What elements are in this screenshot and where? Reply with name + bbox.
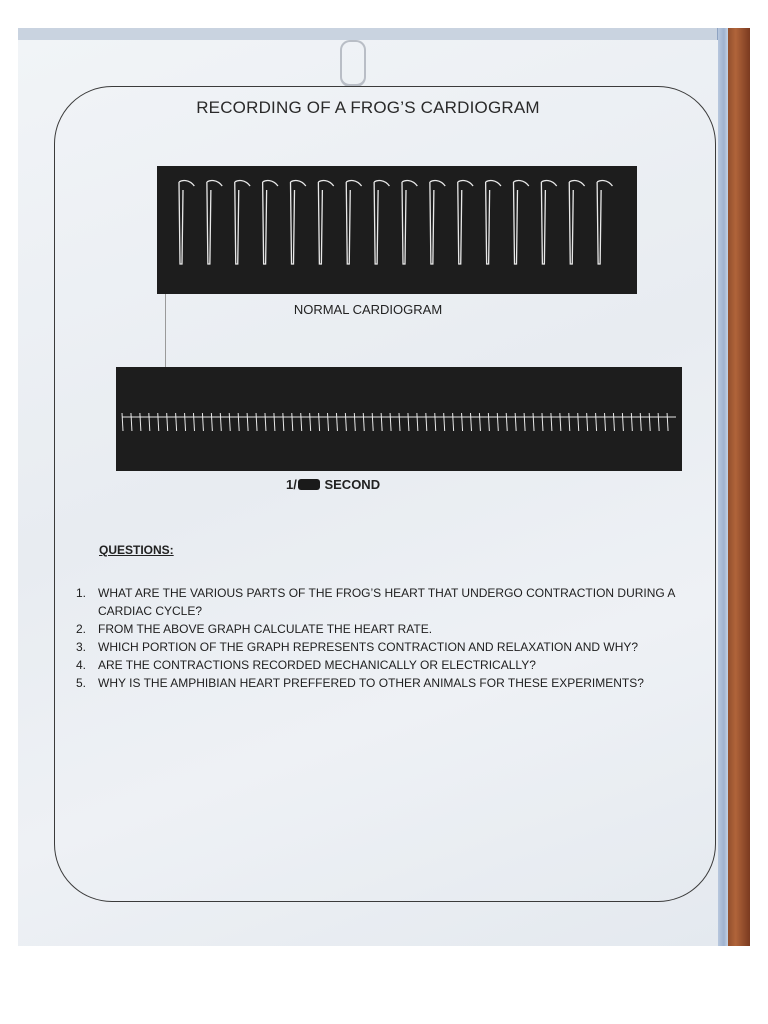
question-item <box>76 674 696 692</box>
questions-list <box>76 584 696 692</box>
timer-tick <box>497 413 498 431</box>
cardiogram-waveform <box>179 181 612 264</box>
timer-tick <box>185 413 186 431</box>
timer-tick <box>122 413 123 431</box>
timer-tick <box>390 413 391 431</box>
timer-tick <box>462 413 463 431</box>
timer-tick <box>176 413 177 431</box>
plastic-sleeve-edge <box>717 28 728 946</box>
timer-tick <box>488 413 489 431</box>
timer-tick <box>399 413 400 431</box>
paper-sheet <box>18 40 718 946</box>
question-text: WHICH PORTION OF THE GRAPH REPRESENTS CONTRACTION AND RELAXATION AND WHY? <box>98 640 639 654</box>
timer-tick <box>506 413 507 431</box>
timer-recording <box>116 367 682 471</box>
question-text: WHY IS THE AMPHIBIAN HEART PREFFERED TO OTHER ANIMALS FOR THESE EXPERIMENTS? <box>98 676 644 690</box>
timer-tick <box>622 413 623 431</box>
timer-tick <box>247 413 248 431</box>
timer-tick <box>310 413 311 431</box>
timer-tick <box>372 413 373 431</box>
timer-tick <box>319 413 320 431</box>
wooden-surface <box>726 28 750 946</box>
timer-tick <box>578 413 579 431</box>
question-text: ARE THE CONTRACTIONS RECORDED MECHANICALLY OR ELECTRICALLY? <box>98 658 536 672</box>
questions-heading: QUESTIONS: <box>99 543 174 557</box>
timer-tick <box>336 413 337 431</box>
timer-tick <box>274 413 275 431</box>
timer-tick <box>417 413 418 431</box>
normal-cardiogram-caption: NORMAL CARDIOGRAM <box>293 302 443 317</box>
cardiogram-trace <box>157 166 637 294</box>
timer-tick <box>587 413 588 431</box>
question-number: 1. <box>76 586 87 600</box>
timer-tick <box>560 413 561 431</box>
cardiogram-recording <box>157 166 637 294</box>
timer-tick <box>542 413 543 431</box>
timer-tick <box>158 413 159 431</box>
timer-tick <box>444 413 445 431</box>
question-number: 3. <box>76 640 87 654</box>
timer-tick <box>229 413 230 431</box>
time-scale-prefix: 1/ <box>286 477 297 492</box>
timer-tick <box>328 413 329 431</box>
paper-clip-icon <box>340 40 366 87</box>
question-number: 2. <box>76 622 87 636</box>
question-item <box>76 620 696 638</box>
timer-tick <box>238 413 239 431</box>
timer-tick <box>640 413 641 431</box>
timer-tick <box>220 413 221 431</box>
timer-tick <box>658 413 659 431</box>
timer-tick <box>345 413 346 431</box>
timer-tick <box>649 413 650 431</box>
timer-tick <box>596 413 597 431</box>
timer-tick <box>435 413 436 431</box>
timer-tick <box>193 413 194 431</box>
timer-tick <box>256 413 257 431</box>
timer-tick <box>149 413 150 431</box>
timer-tick <box>524 413 525 431</box>
timer-tick <box>426 413 427 431</box>
timer-tick <box>479 413 480 431</box>
question-text: WHAT ARE THE VARIOUS PARTS OF THE FROG’S HEART THAT UNDERGO CONTRACTION DURING A CARDIAC CYCLE? <box>98 586 675 618</box>
timer-trace <box>116 367 682 471</box>
photo-background <box>18 28 750 946</box>
timer-tick <box>301 413 302 431</box>
timer-tick <box>613 413 614 431</box>
timer-tick <box>453 413 454 431</box>
timer-tick <box>211 413 212 431</box>
question-number: 4. <box>76 658 87 672</box>
page-title: RECORDING OF A FROG’S CARDIOGRAM <box>196 98 540 117</box>
timer-tick <box>605 413 606 431</box>
timer-tick <box>283 413 284 431</box>
redacted-value <box>298 479 320 490</box>
timer-tick <box>202 413 203 431</box>
timer-tick <box>631 413 632 431</box>
question-item <box>76 656 696 674</box>
timer-tick <box>363 413 364 431</box>
question-item <box>76 638 696 656</box>
timer-tick <box>140 413 141 431</box>
timer-tick <box>167 413 168 431</box>
timer-tick <box>354 413 355 431</box>
timer-tick <box>470 413 471 431</box>
timer-tick <box>533 413 534 431</box>
timer-tick <box>551 413 552 431</box>
question-item <box>76 584 696 620</box>
timer-tick <box>131 413 132 431</box>
timer-tick <box>292 413 293 431</box>
timer-tick <box>381 413 382 431</box>
timer-tick <box>515 413 516 431</box>
timer-tick <box>408 413 409 431</box>
timer-tick <box>265 413 266 431</box>
question-number: 5. <box>76 676 87 690</box>
timer-tick <box>569 413 570 431</box>
timer-tick <box>667 413 668 431</box>
question-text: FROM THE ABOVE GRAPH CALCULATE THE HEART RATE. <box>98 622 433 636</box>
time-scale-caption <box>286 477 380 492</box>
time-scale-suffix: SECOND <box>324 477 381 492</box>
